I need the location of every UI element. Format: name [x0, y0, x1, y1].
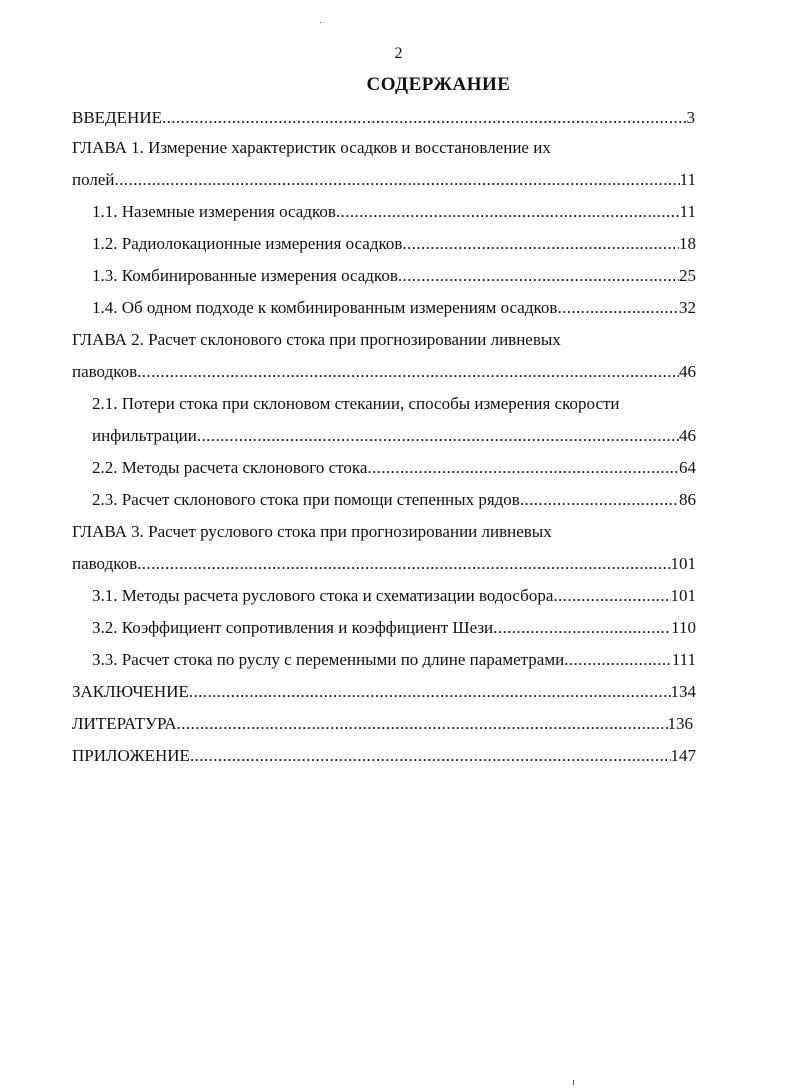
toc-entry-section-1-4[interactable] [92, 293, 696, 323]
toc-entry-label: 1.3. Комбинированные измерения осадков [92, 266, 398, 285]
toc-entry-page: 86 [679, 490, 696, 509]
leader-dots [557, 293, 679, 323]
leader-dots [190, 741, 671, 771]
toc-chapter-2-title[interactable]: ГЛАВА 2. Расчет склонового стока при прогнозировании ливневых [72, 330, 561, 349]
toc-entry-label: ПРИЛОЖЕНИЕ [72, 746, 190, 765]
toc-entry-page: 32 [679, 298, 696, 317]
toc-entry-appendix[interactable] [72, 741, 696, 771]
leader-dots [177, 709, 668, 739]
toc-entry-section-2-3[interactable] [92, 485, 696, 515]
toc-entry-page: 147 [670, 746, 696, 765]
toc-entry-label: 1.4. Об одном подходе к комбинированным измерениям осадков [92, 298, 558, 317]
toc-entry-label: ВВЕДЕНИЕ [72, 108, 162, 127]
toc-entry-label: паводков [72, 554, 138, 573]
toc-entry-page: 64 [679, 458, 696, 477]
toc-entry-section-3-2[interactable] [92, 613, 696, 643]
leader-dots [137, 549, 670, 579]
toc-entry-label: 1.2. Радиолокационные измерения осадков [92, 234, 403, 253]
toc-entry-label: 2.3. Расчет склонового стока при помощи степенных рядов [92, 490, 520, 509]
leader-dots [520, 485, 679, 515]
toc-entry-section-2-2[interactable] [92, 453, 696, 483]
leader-dots [553, 581, 670, 611]
toc-entry-page: 25 [679, 266, 696, 285]
leader-dots [336, 197, 680, 227]
toc-title: СОДЕРЖАНИЕ [366, 74, 511, 95]
toc-entry-label: ЛИТЕРАТУРА [72, 714, 177, 733]
toc-entry-section-1-2[interactable] [92, 229, 696, 259]
toc-entry-label: полей [72, 170, 115, 189]
toc-entry-label: паводков [72, 362, 138, 381]
toc-entry-page: 134 [670, 682, 696, 701]
leader-dots [402, 229, 679, 259]
leader-dots [197, 421, 679, 451]
toc-entry-section-3-1[interactable] [92, 581, 696, 611]
leader-dots [115, 165, 680, 195]
leader-dots [398, 261, 679, 291]
toc-entry-label: инфильтрации [92, 426, 197, 445]
toc-entry-page: 11 [679, 170, 696, 189]
toc-entry-conclusion[interactable] [72, 677, 696, 707]
toc-entry-page: 11 [679, 202, 696, 221]
scan-speck [573, 1080, 574, 1085]
leader-dots [162, 103, 687, 133]
toc-entry-section-3-3[interactable] [92, 645, 696, 675]
toc-entry-label: 3.3. Расчет стока по руслу с переменными по длине параметрами [92, 650, 565, 669]
toc-entry-label: 3.2. Коэффициент сопротивления и коэффициент Шези [92, 618, 494, 637]
toc-entry-page: 46 [679, 362, 696, 381]
toc-section-2-1-title[interactable]: 2.1. Потери стока при склоновом стекании, способы измерения скорости [92, 394, 620, 413]
toc-entry-page: 110 [671, 618, 696, 637]
toc-entry-section-1-3[interactable] [92, 261, 696, 291]
toc-entry-chapter-2[interactable] [72, 357, 696, 387]
toc-entry-page: 111 [671, 650, 696, 669]
toc-entry-chapter-3[interactable] [72, 549, 696, 579]
toc-entry-label: 1.1. Наземные измерения осадков [92, 202, 336, 221]
leader-dots [493, 613, 671, 643]
toc-entry-page: 136 [667, 714, 693, 733]
toc-entry-page: 101 [670, 554, 696, 573]
toc-entry-label: ЗАКЛЮЧЕНИЕ [72, 682, 189, 701]
toc-entry-introduction[interactable] [72, 103, 695, 133]
scan-speck [320, 22, 321, 23]
toc-entry-page: 46 [679, 426, 696, 445]
toc-entry-label: 3.1. Методы расчета руслового стока и схематизации водосбора [92, 586, 554, 605]
toc-entry-label: 2.2. Методы расчета склонового стока [92, 458, 368, 477]
toc-entry-literature[interactable] [72, 709, 693, 739]
leader-dots [137, 357, 679, 387]
toc-entry-chapter-1[interactable] [72, 165, 696, 195]
toc-entry-section-1-1[interactable] [92, 197, 696, 227]
toc-chapter-1-title[interactable]: ГЛАВА 1. Измерение характеристик осадков и восстановление их [72, 138, 551, 157]
toc-chapter-3-title[interactable]: ГЛАВА 3. Расчет руслового стока при прогнозировании ливневых [72, 522, 552, 541]
toc-entry-page: 101 [670, 586, 696, 605]
leader-dots [564, 645, 672, 675]
toc-entry-section-2-1[interactable] [92, 421, 696, 451]
toc-entry-page: 3 [686, 108, 695, 127]
page-number: 2 [394, 45, 403, 62]
leader-dots [367, 453, 679, 483]
leader-dots [189, 677, 671, 707]
toc-entry-page: 18 [679, 234, 696, 253]
